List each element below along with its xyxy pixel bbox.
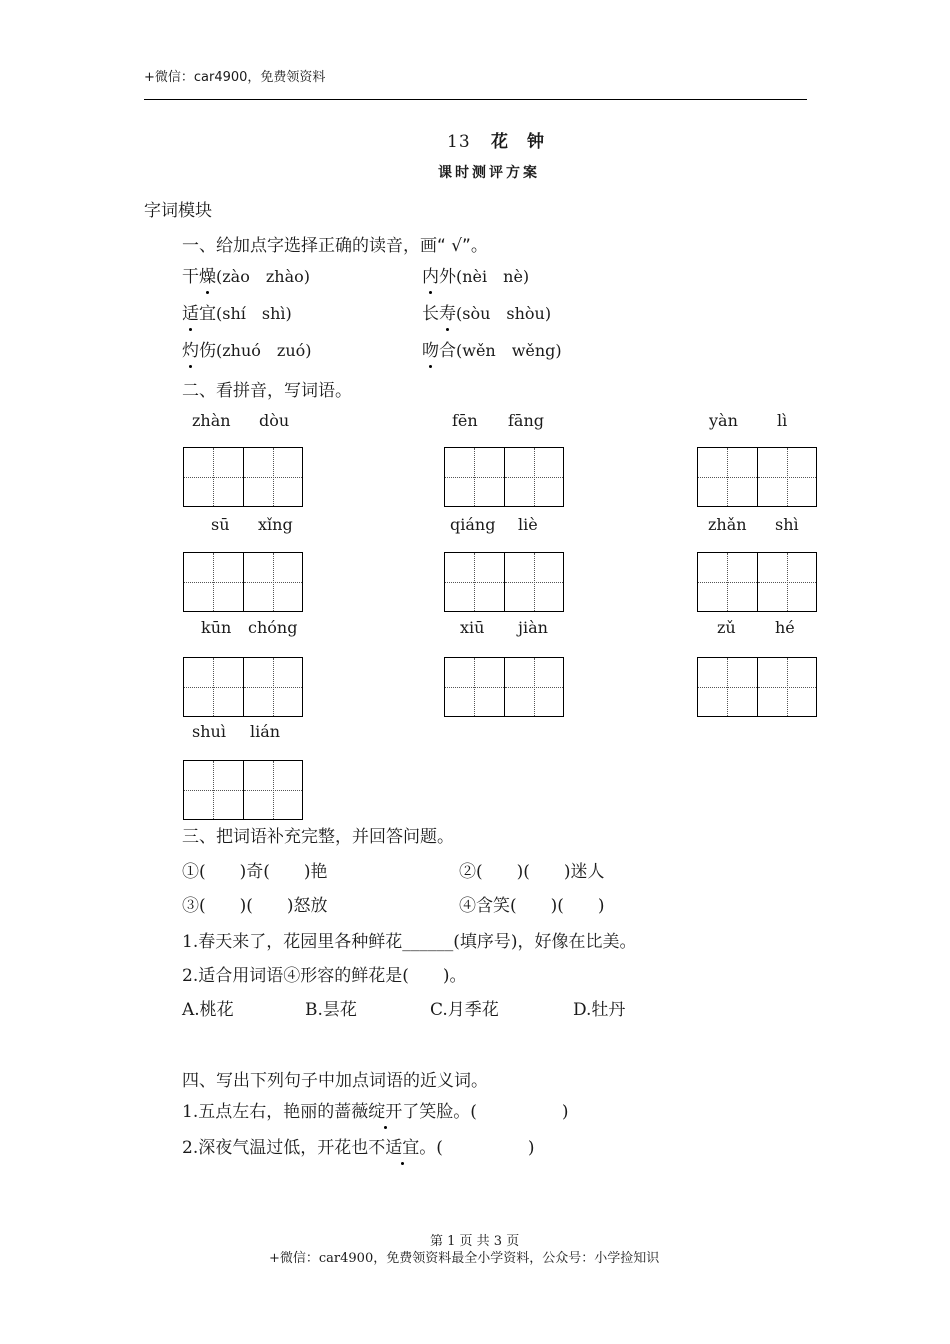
q2-heading: 二、看拼音，写词语。	[182, 381, 352, 401]
q1-item-6: 吻合(wěn wěng)	[422, 341, 562, 361]
header-rule	[144, 99, 807, 100]
writing-grid-9[interactable]	[697, 657, 817, 717]
writing-grid-5[interactable]	[444, 552, 564, 612]
pinyin-9a: zǔ	[717, 618, 736, 637]
writing-grid-4[interactable]	[183, 552, 303, 612]
q3-sub-2: 2.适合用词语④形容的鲜花是( )。	[182, 966, 467, 986]
q3-fill-3: ③( )( )怒放	[182, 896, 328, 916]
q3-option-d: D.牡丹	[573, 1000, 626, 1020]
pinyin-2a: fēn	[452, 411, 478, 430]
q1-heading: 一、给加点字选择正确的读音，画“ √”。	[182, 236, 488, 256]
q3-heading: 三、把词语补充完整，并回答问题。	[182, 827, 454, 847]
lesson-title	[447, 127, 545, 152]
writing-grid-8[interactable]	[444, 657, 564, 717]
q3-fill-2: ②( )( )迷人	[459, 862, 605, 882]
module-heading: 字词模块	[144, 201, 212, 221]
q1-item-3: 适宜(shí shì)	[182, 304, 292, 324]
writing-grid-7[interactable]	[183, 657, 303, 717]
pinyin-3a: yàn	[709, 411, 738, 430]
pinyin-7a: kūn	[201, 618, 232, 637]
pinyin-9b: hé	[775, 618, 795, 637]
q3-option-c: C.月季花	[430, 1000, 499, 1020]
q1-item-4: 长寿(sòu shòu)	[422, 304, 552, 324]
pinyin-8b: jiàn	[518, 618, 548, 637]
writing-grid-2[interactable]	[444, 447, 564, 507]
q3-option-a: A.桃花	[182, 1000, 234, 1020]
pinyin-10b: lián	[250, 722, 281, 741]
pinyin-1b: dòu	[259, 411, 290, 430]
pinyin-10a: shuì	[192, 722, 226, 741]
q3-sub-1: 1.春天来了，花园里各种鲜花______(填序号)，好像在比美。	[182, 932, 637, 952]
pinyin-6b: shì	[775, 515, 799, 534]
pinyin-8a: xiū	[460, 618, 485, 637]
pinyin-5b: liè	[518, 515, 538, 534]
pinyin-4b: xǐng	[258, 515, 293, 534]
q4-sentence-1: 1.五点左右，艳丽的蔷薇绽开了笑脸。( )	[182, 1102, 569, 1122]
pinyin-6a: zhǎn	[708, 515, 747, 534]
pinyin-3b: lì	[777, 411, 788, 430]
writing-grid-10[interactable]	[183, 760, 303, 820]
pinyin-5a: qiáng	[450, 515, 496, 534]
pinyin-4a: sū	[211, 515, 230, 534]
q1-item-1: 干燥(zào zhào)	[182, 267, 310, 287]
lesson-number: 13	[447, 132, 471, 152]
q1-item-5: 灼伤(zhuó zuó)	[182, 341, 312, 361]
q4-heading: 四、写出下列句子中加点词语的近义词。	[182, 1071, 488, 1091]
pinyin-7b: chóng	[248, 618, 298, 637]
header-note: +微信：car4900，免费领资料	[144, 70, 326, 85]
writing-grid-1[interactable]	[183, 447, 303, 507]
q4-sentence-2: 2.深夜气温过低，开花也不适宜。( )	[182, 1138, 535, 1158]
writing-grid-3[interactable]	[697, 447, 817, 507]
footer-note: +微信：car4900，免费领资料最全小学资料，公众号：小学捡知识	[269, 1251, 660, 1266]
writing-grid-6[interactable]	[697, 552, 817, 612]
q3-option-b: B.昙花	[305, 1000, 357, 1020]
lesson-name: 花 钟	[491, 132, 546, 152]
q1-item-2: 内外(nèi nè)	[422, 267, 530, 287]
page-subtitle: 课时测评方案	[438, 165, 540, 181]
pinyin-1a: zhàn	[192, 411, 231, 430]
pinyin-2b: fāng	[508, 411, 545, 430]
q3-fill-1: ①( )奇( )艳	[182, 862, 328, 882]
q3-fill-4: ④含笑( )( )	[459, 896, 605, 916]
page-number: 第 1 页 共 3 页	[430, 1234, 520, 1249]
